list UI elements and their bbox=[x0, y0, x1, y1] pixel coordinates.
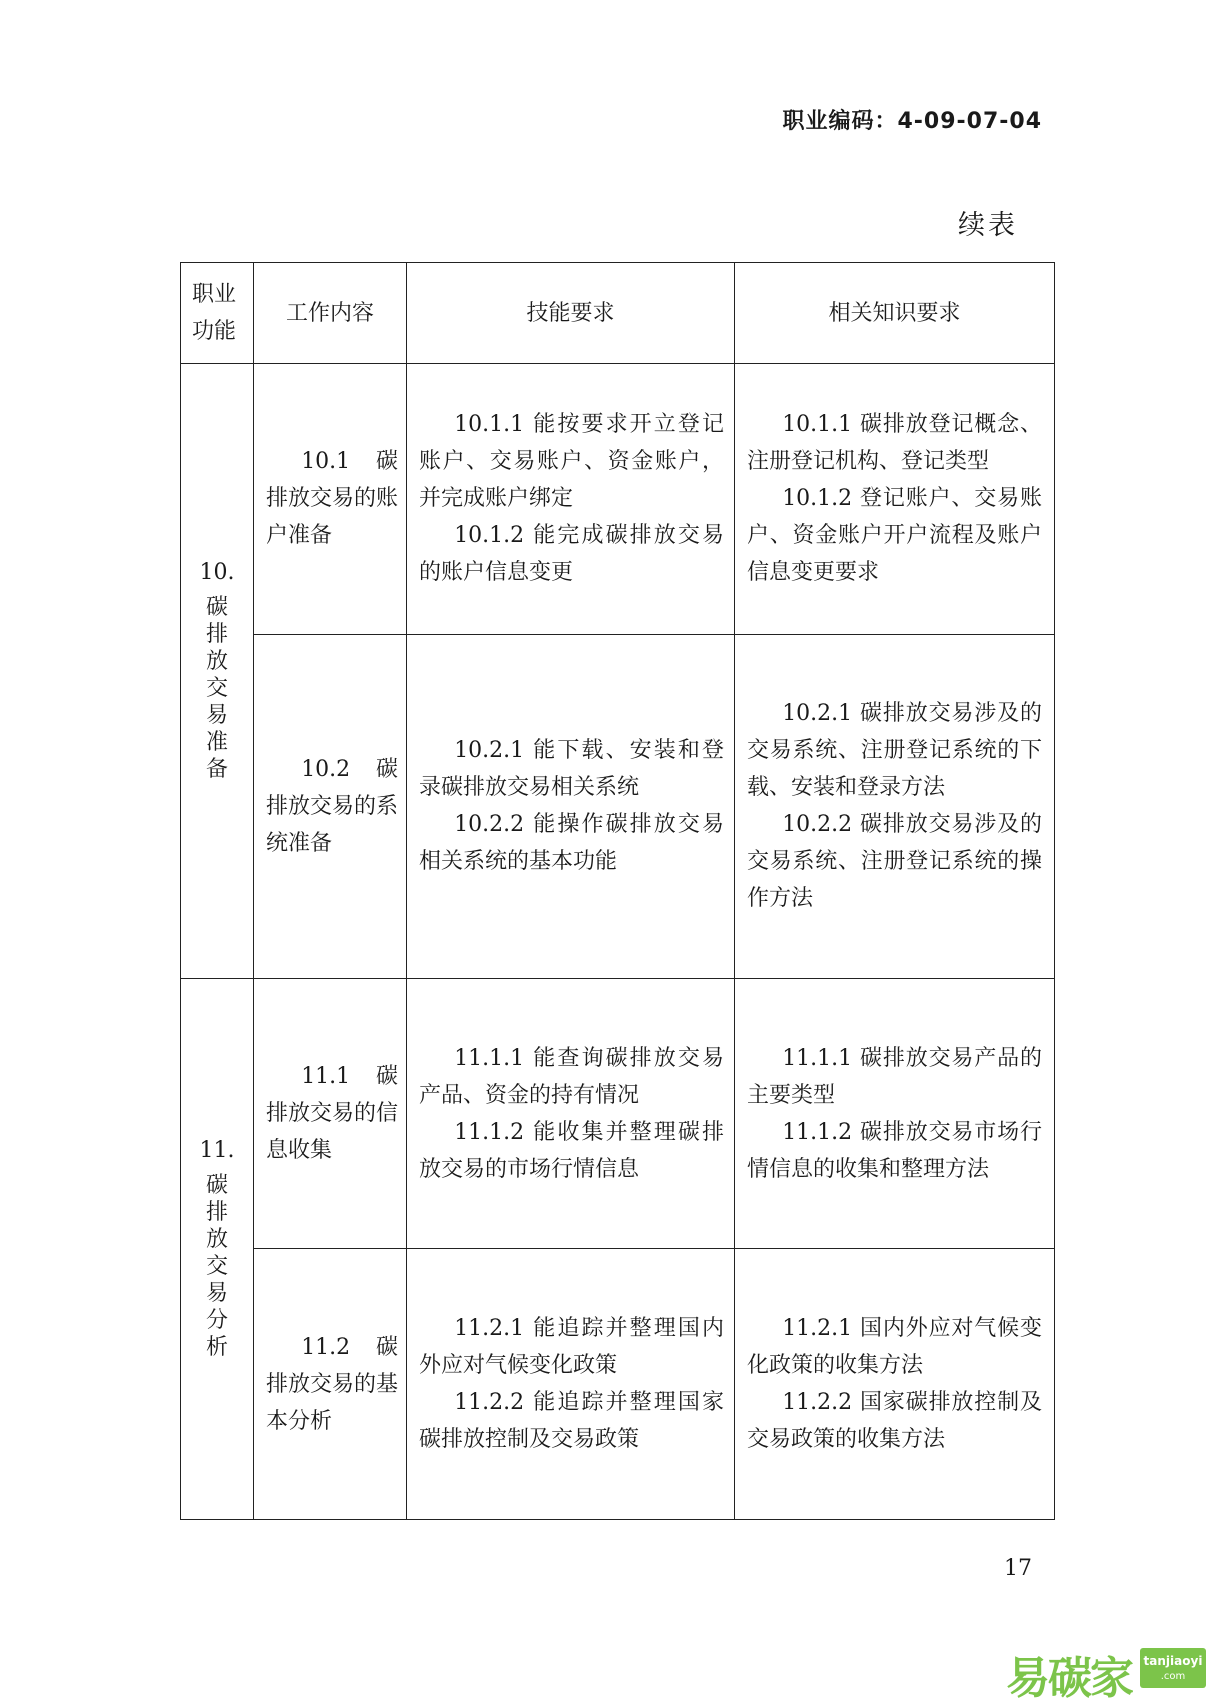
skill-item: 11.1.1 能查询碳排放交易产品、资金的持有情况 bbox=[419, 1045, 724, 1108]
table-header-row bbox=[181, 263, 1055, 364]
function-number: 10. bbox=[199, 560, 235, 586]
skill-requirements-cell bbox=[407, 978, 735, 1249]
header-work-content: 工作内容 bbox=[254, 263, 407, 364]
skill-item: 11.1.2 能收集并整理碳排放交易的市场行情信息 bbox=[419, 1119, 724, 1182]
knowledge-item: 11.1.2 碳排放交易市场行情信息的收集和整理方法 bbox=[747, 1119, 1042, 1182]
knowledge-item: 10.2.1 碳排放交易涉及的交易系统、注册登记系统的下载、安装和登录方法 bbox=[747, 701, 1042, 801]
occupational-function-cell bbox=[181, 978, 254, 1519]
site-watermark-logo bbox=[1006, 1638, 1206, 1704]
header-knowledge-requirements: 相关知识要求 bbox=[735, 263, 1055, 364]
table-row bbox=[181, 1249, 1055, 1520]
function-name: 碳排放交易准备 bbox=[205, 595, 228, 783]
function-number: 11. bbox=[199, 1138, 235, 1164]
skill-item: 10.2.1 能下载、安装和登录碳排放交易相关系统 bbox=[419, 738, 724, 801]
function-name: 碳排放交易分析 bbox=[205, 1173, 228, 1361]
watermark-logo-text: 易碳家 bbox=[1006, 1653, 1132, 1704]
skill-item: 10.2.2 能操作碳排放交易相关系统的基本功能 bbox=[419, 812, 724, 875]
table-row bbox=[181, 978, 1055, 1249]
skill-item: 11.2.2 能追踪并整理国家碳排放控制及交易政策 bbox=[419, 1390, 724, 1453]
knowledge-item: 10.1.1 碳排放登记概念、注册登记机构、登记类型 bbox=[747, 412, 1042, 475]
work-content-cell: 11.2 碳排放交易的基本分析 bbox=[254, 1249, 407, 1520]
knowledge-requirements-cell bbox=[735, 634, 1055, 978]
skill-requirements-cell bbox=[407, 634, 735, 978]
work-content-cell: 10.2 碳排放交易的系统准备 bbox=[254, 634, 407, 978]
skill-item: 11.2.1 能追踪并整理国内外应对气候变化政策 bbox=[419, 1316, 724, 1379]
table-row bbox=[181, 634, 1055, 978]
header-occupational-function: 职业功能 bbox=[181, 263, 254, 364]
table-row bbox=[181, 364, 1055, 635]
watermark-domain-badge: tanjiaoyi .com bbox=[1140, 1648, 1206, 1688]
skill-item: 10.1.2 能完成碳排放交易的账户信息变更 bbox=[419, 523, 724, 586]
knowledge-item: 10.2.2 碳排放交易涉及的交易系统、注册登记系统的操作方法 bbox=[747, 812, 1042, 912]
knowledge-requirements-cell bbox=[735, 1249, 1055, 1520]
occupational-function-cell bbox=[181, 364, 254, 979]
knowledge-requirements-cell bbox=[735, 364, 1055, 635]
knowledge-item: 11.2.2 国家碳排放控制及交易政策的收集方法 bbox=[747, 1390, 1042, 1453]
page-number: 17 bbox=[1004, 1556, 1032, 1581]
skill-requirements-cell bbox=[407, 1249, 735, 1520]
skill-requirements-cell bbox=[407, 364, 735, 635]
skill-item: 10.1.1 能按要求开立登记账户、交易账户、资金账户，并完成账户绑定 bbox=[419, 412, 724, 512]
knowledge-item: 11.1.1 碳排放交易产品的主要类型 bbox=[747, 1045, 1042, 1108]
knowledge-item: 11.2.1 国内外应对气候变化政策的收集方法 bbox=[747, 1316, 1042, 1379]
work-content-cell: 10.1 碳排放交易的账户准备 bbox=[254, 364, 407, 635]
occupation-code: 职业编码：4-09-07-04 bbox=[782, 109, 1042, 134]
knowledge-item: 10.1.2 登记账户、交易账户、资金账户开户流程及账户信息变更要求 bbox=[747, 486, 1042, 586]
header-skill-requirements: 技能要求 bbox=[407, 263, 735, 364]
continuation-label: 续表 bbox=[958, 210, 1018, 241]
skills-standard-table bbox=[180, 262, 1055, 1520]
knowledge-requirements-cell bbox=[735, 978, 1055, 1249]
work-content-cell: 11.1 碳排放交易的信息收集 bbox=[254, 978, 407, 1249]
